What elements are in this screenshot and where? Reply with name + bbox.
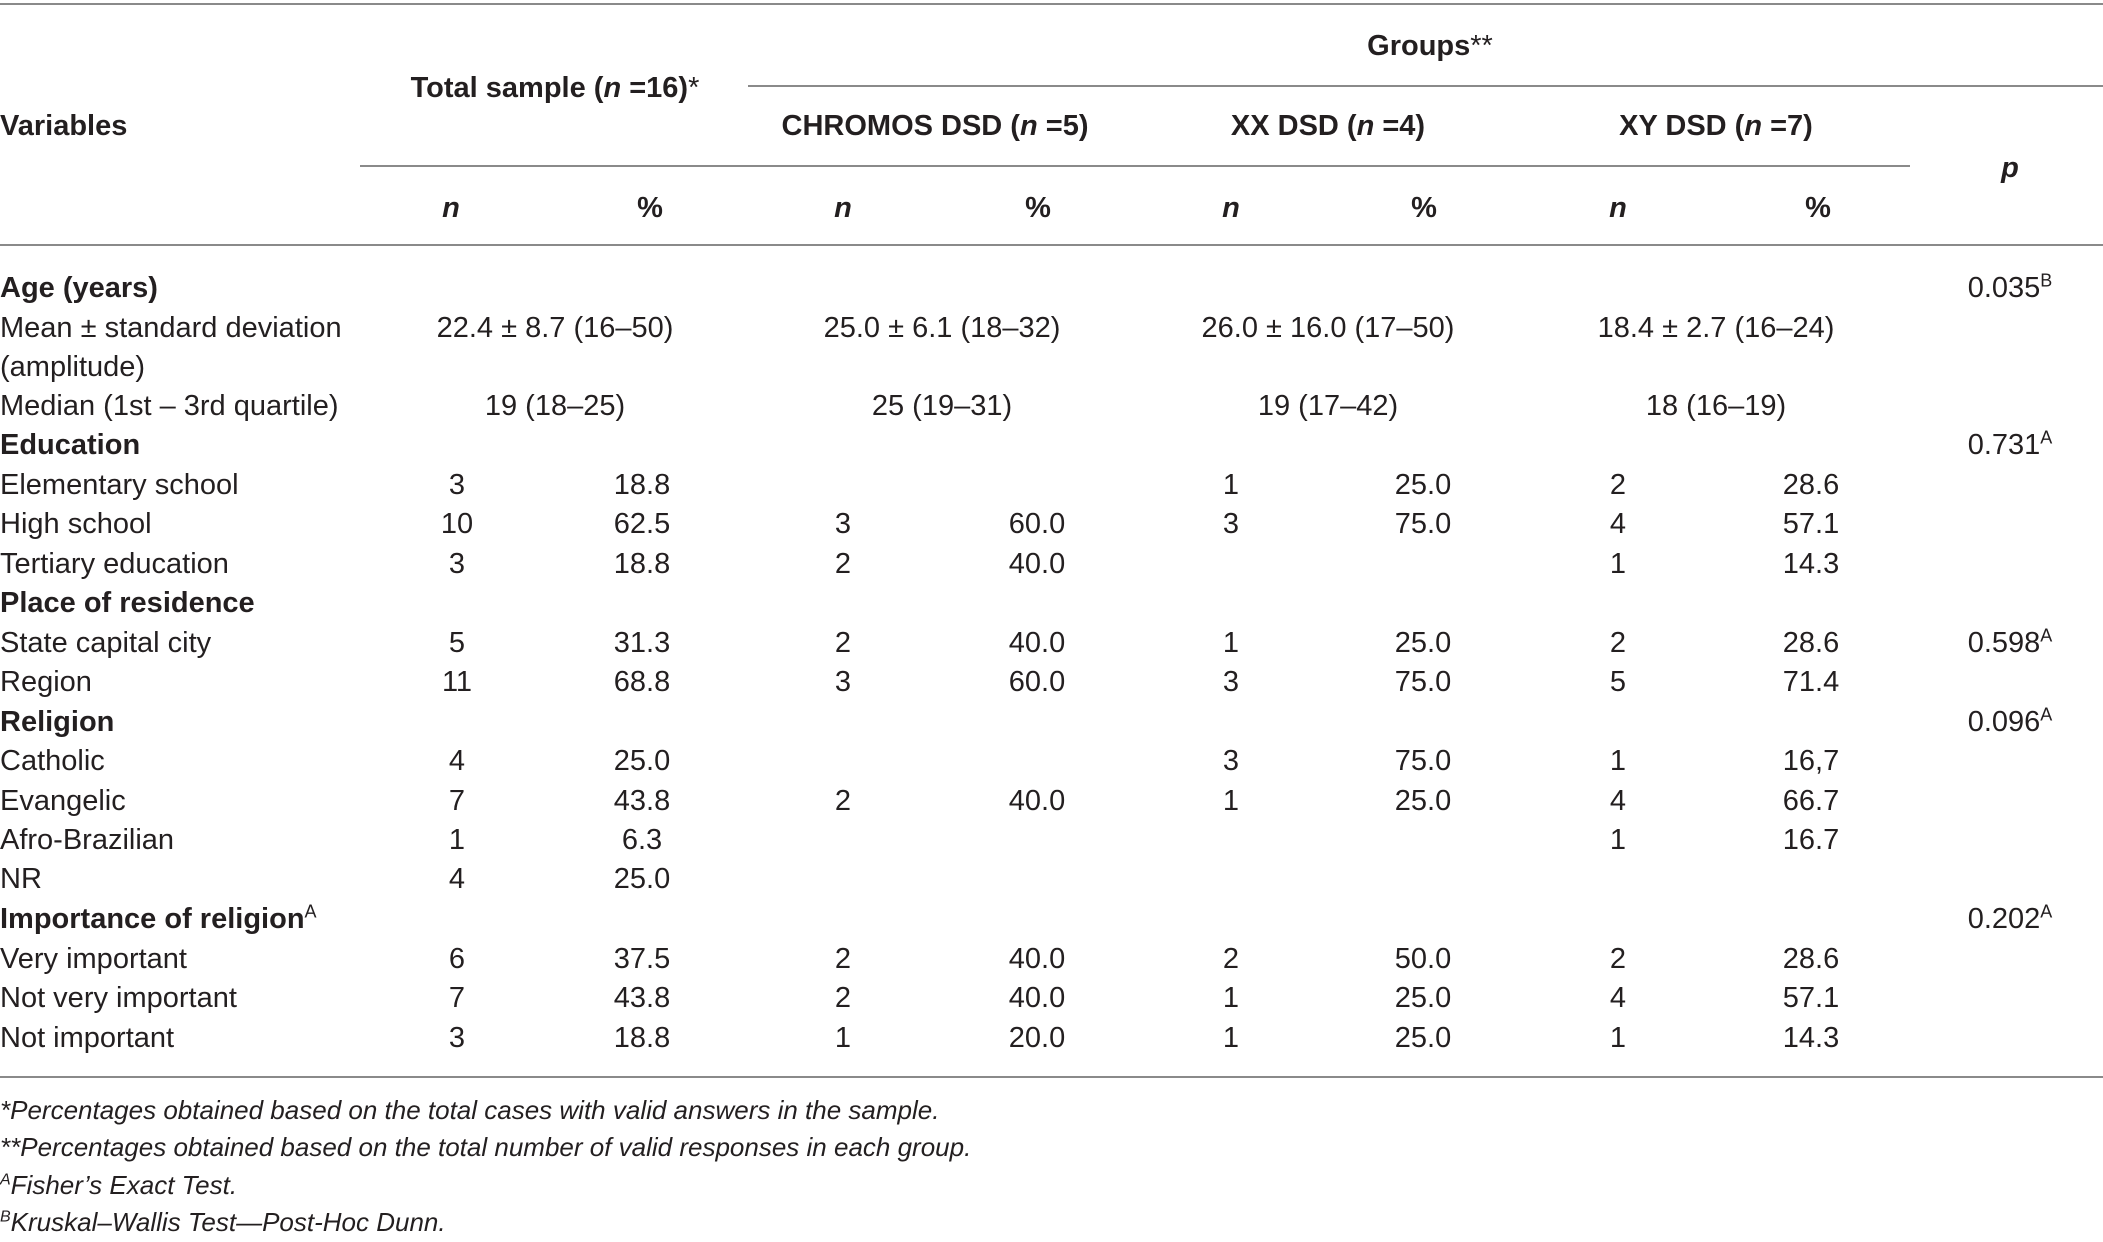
header-chromos-pct: % xyxy=(1025,192,1051,224)
xx-pct: 25.0 xyxy=(1394,785,1452,817)
row-label: High school xyxy=(0,508,152,540)
total-n: 3 xyxy=(448,1022,466,1054)
total-n: 3 xyxy=(448,469,466,501)
total-pct: 25.0 xyxy=(613,745,671,777)
age-mean-label-line1: Mean ± standard deviation xyxy=(0,312,342,344)
row-label: Catholic xyxy=(0,745,105,777)
table-bottom-rule xyxy=(0,1076,2103,1078)
chromos-n: 3 xyxy=(834,508,852,540)
xy-pct: 57.1 xyxy=(1782,508,1840,540)
chromos-n: 2 xyxy=(834,785,852,817)
total-pct: 18.8 xyxy=(613,548,671,580)
xy-pct: 16.7 xyxy=(1782,824,1840,856)
total-n: 5 xyxy=(448,627,466,659)
xy-pct: 71.4 xyxy=(1782,666,1840,698)
header-groups: Groups** xyxy=(1367,30,1493,62)
chromos-pct: 20.0 xyxy=(1008,1022,1066,1054)
chromos-n: 2 xyxy=(834,548,852,580)
total-n: 4 xyxy=(448,863,466,895)
row-label: Region xyxy=(0,666,92,698)
xy-pct: 28.6 xyxy=(1782,943,1840,975)
total-pct: 43.8 xyxy=(613,785,671,817)
header-total-sample: Total sample (n =16)* xyxy=(410,72,700,104)
section-age-title: Age (years) xyxy=(0,272,158,304)
xx-pct: 25.0 xyxy=(1394,1022,1452,1054)
education-p-value: $0.731^A$ xyxy=(1967,427,2053,461)
row-label: NR xyxy=(0,863,42,895)
chromos-pct: 40.0 xyxy=(1008,627,1066,659)
header-p: p xyxy=(2001,152,2019,184)
total-pct: 18.8 xyxy=(613,469,671,501)
xy-n: 1 xyxy=(1609,1022,1627,1054)
chromos-pct: 40.0 xyxy=(1008,785,1066,817)
row-label: State capital city xyxy=(0,627,212,659)
footnote-1: *Percentages obtained based on the total cases with valid answers in the sample. xyxy=(0,1095,940,1125)
xx-pct: 25.0 xyxy=(1394,982,1452,1014)
xx-pct: 75.0 xyxy=(1394,745,1452,777)
header-xy-pct: % xyxy=(1805,192,1831,224)
xy-pct: 57.1 xyxy=(1782,982,1840,1014)
section-importance-title: Importance of religion$^A$ xyxy=(0,901,317,935)
xx-pct: 25.0 xyxy=(1394,469,1452,501)
header-chromos-n: n xyxy=(834,192,852,224)
xy-n: 4 xyxy=(1609,982,1627,1014)
header-total-n: n xyxy=(442,192,460,224)
xx-n: 1 xyxy=(1222,982,1240,1014)
row-label: Not very important xyxy=(0,982,237,1014)
xy-n: 2 xyxy=(1609,627,1627,659)
total-pct: 62.5 xyxy=(613,508,671,540)
chromos-n: 2 xyxy=(834,982,852,1014)
table-top-rule xyxy=(0,3,2103,5)
age-mean-label-line2: (amplitude) xyxy=(0,351,146,383)
age-mean-xx: 26.0 ± 16.0 (17–50) xyxy=(1201,312,1455,344)
total-n: 6 xyxy=(448,943,466,975)
xx-n: 3 xyxy=(1222,508,1240,540)
footnote-2: **Percentages obtained based on the total number of valid responses in each group. xyxy=(0,1132,972,1162)
age-median-chromos: 25 (19–31) xyxy=(871,390,1013,422)
total-n: 7 xyxy=(448,982,466,1014)
xy-pct: 14.3 xyxy=(1782,1022,1840,1054)
total-n: 7 xyxy=(448,785,466,817)
total-pct: 43.8 xyxy=(613,982,671,1014)
chromos-pct: 60.0 xyxy=(1008,666,1066,698)
xx-n: 1 xyxy=(1222,469,1240,501)
row-label: Very important xyxy=(0,943,187,975)
row-label: Tertiary education xyxy=(0,548,229,580)
header-xy-n: n xyxy=(1609,192,1627,224)
xy-n: 1 xyxy=(1609,824,1627,856)
row-label: Not important xyxy=(0,1022,175,1054)
total-pct: 37.5 xyxy=(613,943,671,975)
religion-p-value: $0.096^A$ xyxy=(1967,704,2053,738)
xx-pct: 25.0 xyxy=(1394,627,1452,659)
age-mean-xy: 18.4 ± 2.7 (16–24) xyxy=(1597,312,1835,344)
header-total-pct: % xyxy=(637,192,663,224)
xx-n: 2 xyxy=(1222,943,1240,975)
section-education-title: Education xyxy=(0,429,141,461)
chromos-pct: 40.0 xyxy=(1008,943,1066,975)
age-median-total: 19 (18–25) xyxy=(484,390,626,422)
residence-p-value: $0.598^A$ xyxy=(1967,625,2053,659)
chromos-n: 3 xyxy=(834,666,852,698)
xx-n: 1 xyxy=(1222,1022,1240,1054)
xy-n: 4 xyxy=(1609,508,1627,540)
xx-n: 3 xyxy=(1222,745,1240,777)
xx-n: 3 xyxy=(1222,666,1240,698)
xy-n: 2 xyxy=(1609,943,1627,975)
groups-underline xyxy=(748,85,2103,87)
xy-pct: 14.3 xyxy=(1782,548,1840,580)
xx-n: 1 xyxy=(1222,785,1240,817)
xy-pct: 16,7 xyxy=(1782,745,1840,777)
total-pct: 6.3 xyxy=(621,824,663,856)
header-group-xy: XY DSD (n =7) xyxy=(1619,110,1813,142)
xy-pct: 66.7 xyxy=(1782,785,1840,817)
total-pct: 25.0 xyxy=(613,863,671,895)
xy-pct: 28.6 xyxy=(1782,469,1840,501)
chromos-pct: 40.0 xyxy=(1008,982,1066,1014)
total-n: 1 xyxy=(448,824,466,856)
xx-pct: 50.0 xyxy=(1394,943,1452,975)
age-median-xx: 19 (17–42) xyxy=(1257,390,1399,422)
header-bottom-rule xyxy=(0,244,2103,246)
chromos-n: 2 xyxy=(834,943,852,975)
xy-n: 4 xyxy=(1609,785,1627,817)
row-label: Elementary school xyxy=(0,469,239,501)
total-pct: 68.8 xyxy=(613,666,671,698)
header-xx-pct: % xyxy=(1411,192,1437,224)
footnote-3: $^A$Fisher’s Exact Test. xyxy=(0,1170,238,1200)
xy-n: 2 xyxy=(1609,469,1627,501)
xx-pct: 75.0 xyxy=(1394,666,1452,698)
chromos-n: 2 xyxy=(834,627,852,659)
total-n: 11 xyxy=(441,666,473,698)
total-pct: 31.3 xyxy=(613,627,671,659)
xy-pct: 28.6 xyxy=(1782,627,1840,659)
age-median-label: Median (1st – 3rd quartile) xyxy=(0,390,339,422)
header-group-chromos: CHROMOS DSD (n =5) xyxy=(781,110,1089,142)
row-label: Afro-Brazilian xyxy=(0,824,175,856)
age-mean-total: 22.4 ± 8.7 (16–50) xyxy=(436,312,674,344)
footnote-4: $^B$Kruskal–Wallis Test—Post-Hoc Dunn. xyxy=(0,1207,446,1237)
total-n: 4 xyxy=(448,745,466,777)
chromos-pct: 40.0 xyxy=(1008,548,1066,580)
age-mean-chromos: 25.0 ± 6.1 (18–32) xyxy=(823,312,1061,344)
section-religion-title: Religion xyxy=(0,706,115,738)
total-n: 3 xyxy=(448,548,466,580)
xy-n: 1 xyxy=(1609,745,1627,777)
total-n: 10 xyxy=(440,508,474,540)
xy-n: 1 xyxy=(1609,548,1627,580)
header-group-xx: XX DSD (n =4) xyxy=(1230,110,1426,142)
chromos-n: 1 xyxy=(834,1022,852,1054)
header-variables: Variables xyxy=(0,110,128,142)
section-residence-title: Place of residence xyxy=(0,587,255,619)
header-xx-n: n xyxy=(1222,192,1240,224)
subheader-underline xyxy=(360,165,1910,167)
age-p-value: $0.035^B$ xyxy=(1967,270,2053,304)
chromos-pct: 60.0 xyxy=(1008,508,1066,540)
row-label: Evangelic xyxy=(0,785,126,817)
xy-n: 5 xyxy=(1609,666,1627,698)
age-median-xy: 18 (16–19) xyxy=(1645,390,1787,422)
xx-pct: 75.0 xyxy=(1394,508,1452,540)
xx-n: 1 xyxy=(1222,627,1240,659)
importance-p-value: $0.202^A$ xyxy=(1967,901,2053,935)
total-pct: 18.8 xyxy=(613,1022,671,1054)
